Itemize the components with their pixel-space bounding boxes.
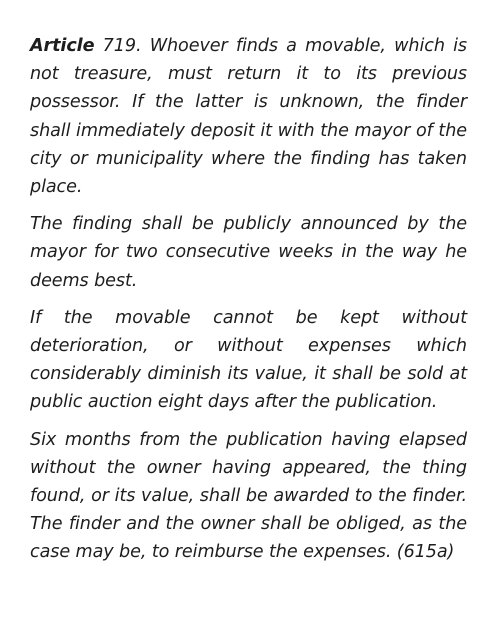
paragraph-4: Six months from the publication having elapsed without the owner having appeared, the thing found, or its value, shall be awarded to the finder. The finder and the owner shall be obliged, as the case may be, to reimburse the expenses. (615a): [30, 429, 467, 563]
document-page: [30, 32, 467, 576]
article-label: Article: [30, 36, 95, 56]
paragraph-3: If the movable cannot be kept without deterioration, or without expenses which considerably diminish its value, it shall be sold at public auction eight days after the publication.: [30, 307, 467, 413]
paragraph-2: The finding shall be publicly announced by the mayor for two consecutive weeks in the way he deems best.: [30, 214, 467, 291]
article-719-text: 719. Whoever finds a movable, which is not treasure, must return it to its previous possessor. If the latter is unknown, the finder shall immediately deposit it with the mayor of the city or municipality where the finding has taken place.: [30, 36, 467, 198]
paragraph-article-719: [30, 32, 467, 201]
